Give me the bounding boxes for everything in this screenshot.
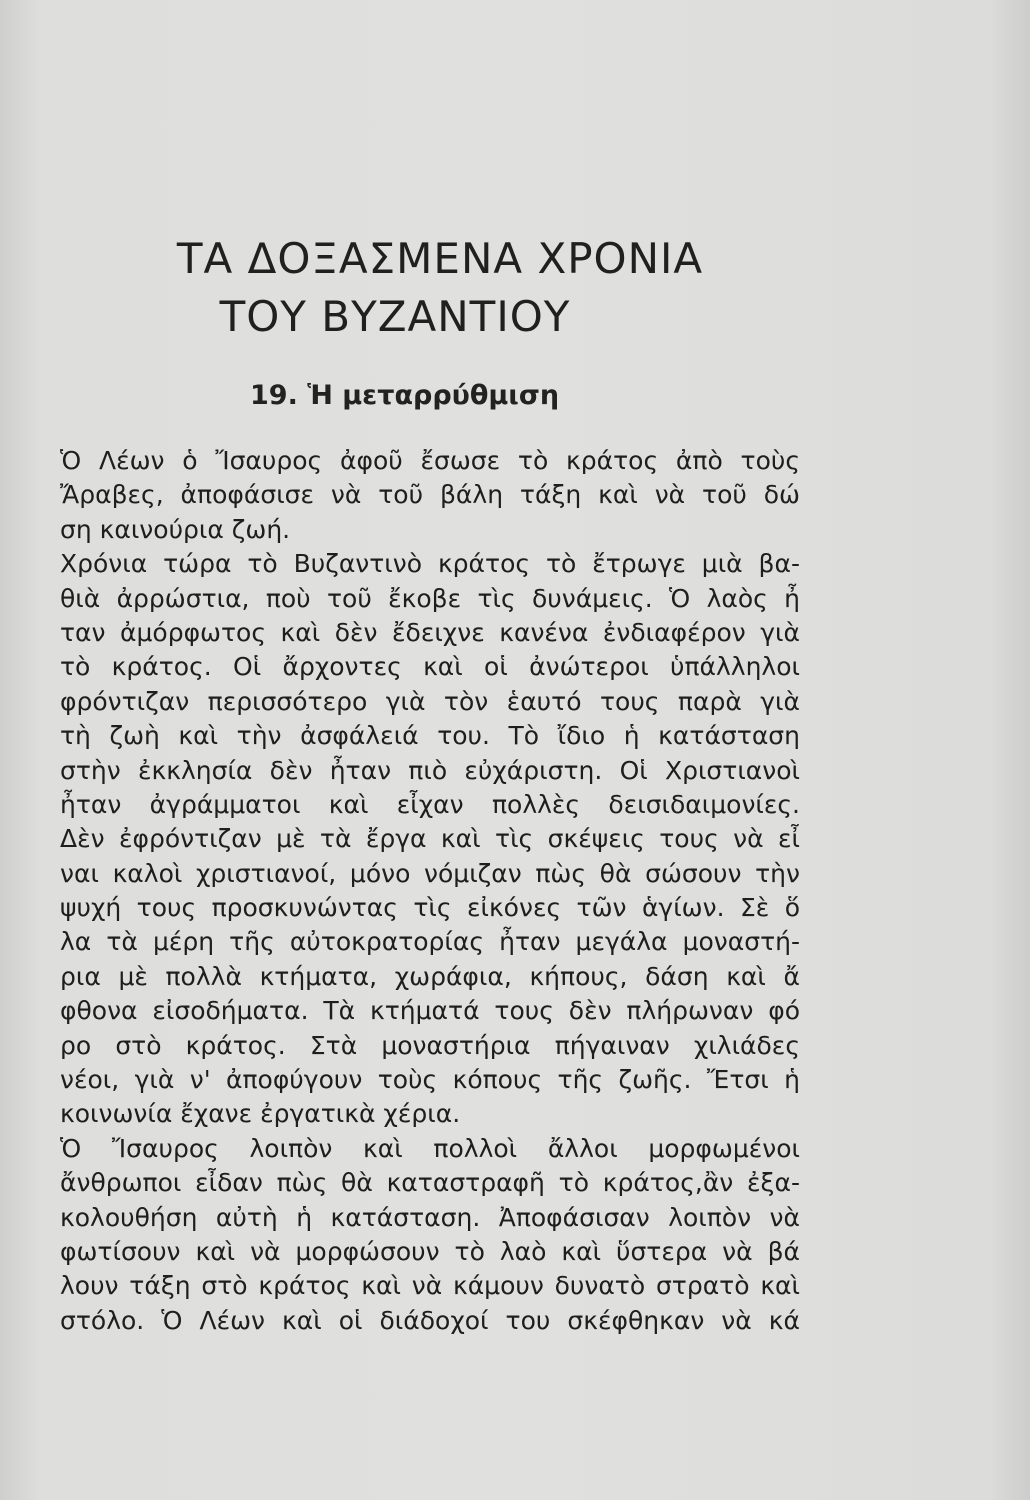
text-line: φωτίσουν καὶ νὰ μορφώσουν τὸ λαὸ καὶ ὕστερα νὰ βά xyxy=(60,1236,800,1266)
text-line: Ὁ Ἴσαυρος λοιπὸν καὶ πολλοὶ ἄλλοι μορφωμένοι xyxy=(60,1133,800,1163)
body-text xyxy=(60,444,800,1338)
text-line: τὸ κράτος. Οἱ ἄρχοντες καὶ οἱ ἀνώτεροι ὑπάλληλοι xyxy=(60,652,800,682)
text-line: φρόντιζαν περισσότερο γιὰ τὸν ἑαυτό τους παρὰ γιὰ xyxy=(60,686,800,716)
text-line: Χρόνια τώρα τὸ Βυζαντινὸ κράτος τὸ ἔτρωγε μιὰ βα- xyxy=(60,549,800,579)
text-line: τὴ ζωὴ καὶ τὴν ἀσφάλειά του. Τὸ ἴδιο ἡ κατάσταση xyxy=(60,721,800,751)
text-line: ση καινούρια ζωή. xyxy=(60,514,291,544)
text-line: ἦταν ἀγράμματοι καὶ εἶχαν πολλὲς δεισιδαιμονίες. xyxy=(60,789,800,819)
chapter-title-line-1: ΤΑ ΔΟΞΑΣΜΕΝΑ ΧΡΟΝΙΑ xyxy=(176,234,704,283)
text-line: νέοι, γιὰ ν' ἀποφύγουν τοὺς κόπους τῆς ζωῆς. Ἔτσι ἡ xyxy=(60,1065,800,1095)
text-line: θιὰ ἀρρώστια, ποὺ τοῦ ἔκοβε τὶς δυνάμεις. Ὁ λαὸς ἦ xyxy=(60,583,800,613)
text-line: Ἄραβες, ἀποφάσισε νὰ τοῦ βάλη τάξη καὶ νὰ τοῦ δώ xyxy=(60,480,800,510)
text-line: ἄνθρωποι εἶδαν πὼς θὰ καταστραφῆ τὸ κράτος,ἂν ἐξα- xyxy=(60,1168,800,1198)
text-line: στὴν ἐκκλησία δὲν ἦταν πιὸ εὐχάριστη. Οἱ Χριστιανοὶ xyxy=(60,755,800,785)
text-line: Δὲν ἐφρόντιζαν μὲ τὰ ἔργα καὶ τὶς σκέψεις τους νὰ εἶ xyxy=(60,824,800,854)
text-line: ρο στὸ κράτος. Στὰ μοναστήρια πήγαιναν χιλιάδες xyxy=(60,1030,800,1060)
text-line: φθονα εἰσοδήματα. Τὰ κτήματά τους δὲν πλήρωναν φό xyxy=(60,996,800,1026)
text-line: ψυχή τους προσκυνώντας τὶς εἰκόνες τῶν ἁγίων. Σὲ ὅ xyxy=(60,893,800,923)
text-line: κολουθήση αὐτὴ ἡ κατάσταση. Ἀποφάσισαν λοιπὸν νὰ xyxy=(60,1202,800,1232)
section-heading: 19. Ἡ μεταρρύθμιση xyxy=(250,380,560,411)
text-line: κοινωνία ἔχανε ἐργατικὰ χέρια. xyxy=(60,1099,461,1129)
text-line: Ὁ Λέων ὁ Ἴσαυρος ἀφοῦ ἔσωσε τὸ κράτος ἀπὸ τοὺς xyxy=(60,446,800,475)
text-line: στόλο. Ὁ Λέων καὶ οἱ διάδοχοί του σκέφθηκαν νὰ κά xyxy=(60,1305,800,1335)
text-line: ταν ἀμόρφωτος καὶ δὲν ἔδειχνε κανένα ἐνδιαφέρον γιὰ xyxy=(60,617,800,647)
chapter-title-line-2: ΤΟΥ ΒΥΖΑΝΤΙΟΥ xyxy=(219,292,571,341)
text-line: λα τὰ μέρη τῆς αὐτοκρατορίας ἦταν μεγάλα μοναστή- xyxy=(60,927,800,957)
text-line: ναι καλοὶ χριστιανοί, μόνο νόμιζαν πὼς θὰ σώσουν τὴν xyxy=(60,858,800,888)
text-line: λουν τάξη στὸ κράτος καὶ νὰ κάμουν δυνατὸ στρατὸ καὶ xyxy=(60,1271,800,1301)
text-line: ρια μὲ πολλὰ κτήματα, χωράφια, κήπους, δάση καὶ ἄ xyxy=(60,961,800,991)
